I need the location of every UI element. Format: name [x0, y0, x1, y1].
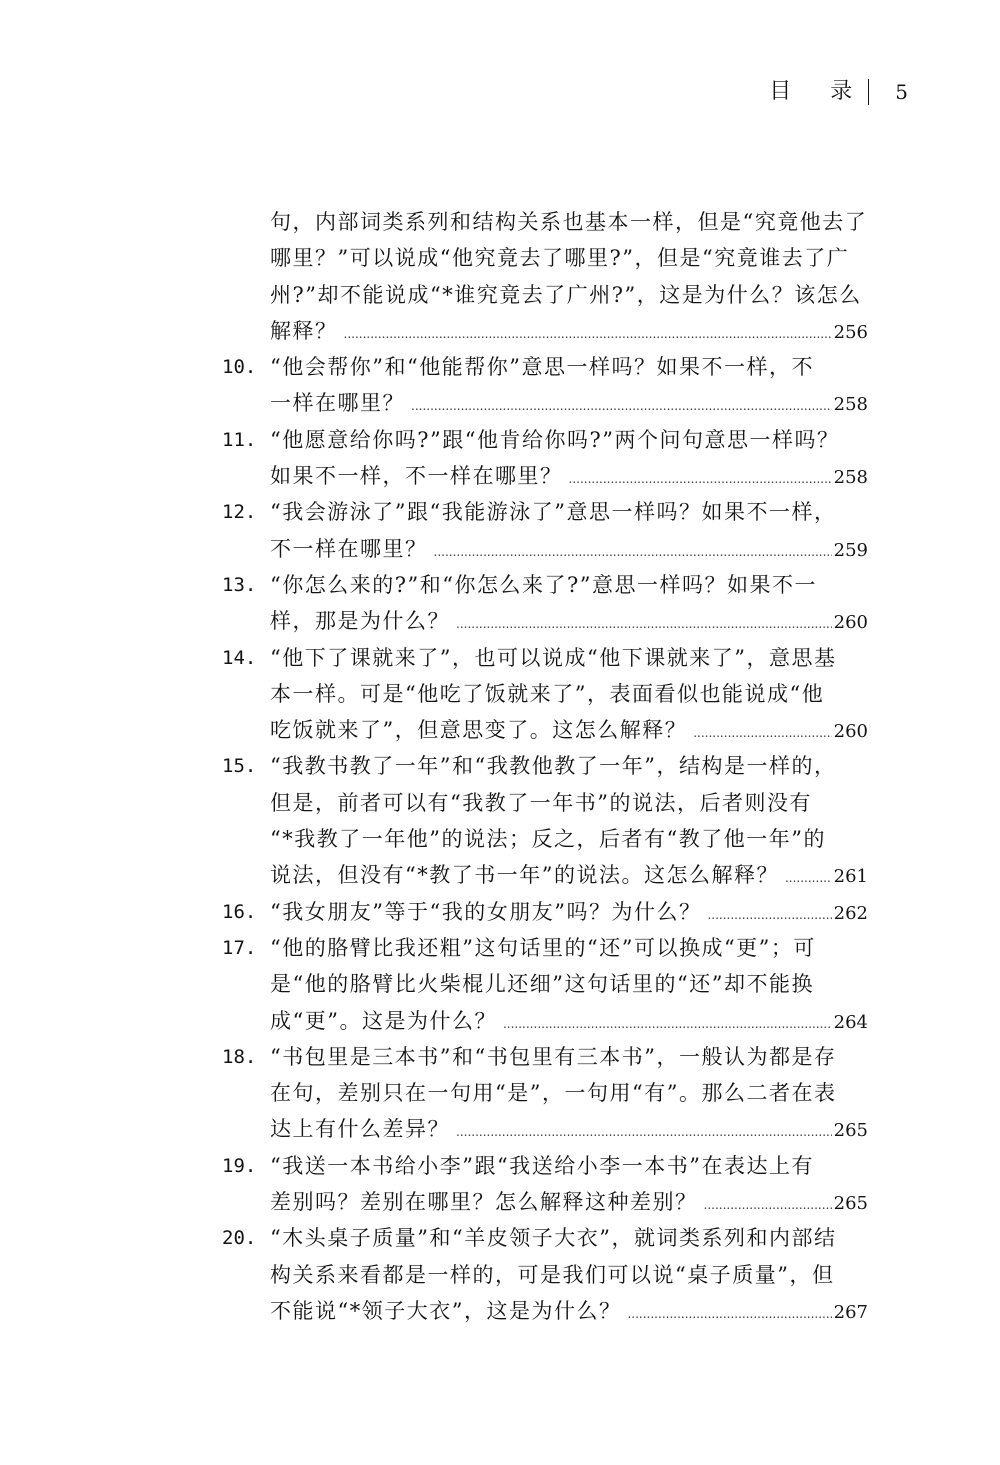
entry-text-line — [222, 494, 868, 530]
entry-text: 不能说“*领子大衣”，这是为什么？ — [270, 1298, 622, 1323]
entry-text: “他的胳臂比我还粗”这句话里的“还”可以换成“更”；可 — [270, 935, 816, 960]
entry-text-line — [222, 1075, 868, 1111]
entry-text: 达上有什么差异？ — [270, 1117, 450, 1142]
toc-entry[interactable] — [222, 349, 868, 422]
entry-text: 但是，前者可以有“我教了一年书”的说法，后者则没有 — [270, 790, 812, 815]
entry-page-number: 262 — [833, 902, 868, 924]
dot-leader — [707, 897, 831, 930]
entry-text: 在句，差别只在一句用“是”，一句用“有”。那么二者在表 — [270, 1081, 837, 1106]
toc-entry[interactable] — [222, 748, 868, 893]
entry-number: 20. — [222, 1227, 257, 1250]
entry-number: 13. — [222, 573, 257, 596]
header-title: 目 录 — [769, 79, 869, 104]
entry-text-line — [222, 821, 868, 857]
dot-leader — [434, 534, 832, 567]
entry-page-number: 265 — [833, 1120, 868, 1142]
entry-last-line — [222, 313, 868, 349]
entry-text: “我送一本书给小李”跟“我送给小李一本书”在表达上有 — [270, 1153, 814, 1178]
entry-last-line — [222, 712, 868, 748]
entry-text: “你怎么来的?”和“你怎么来了?”意思一样吗？如果不一 — [270, 572, 817, 597]
toc-entry[interactable] — [222, 422, 868, 495]
dot-leader — [569, 461, 832, 494]
dot-leader — [704, 1187, 832, 1220]
entry-text: 句，内部词类系列和结构关系也基本一样，但是“究竟他去了 — [270, 210, 868, 234]
entry-text: “书包里是三本书”和“书包里有三本书”，一般认为都是存 — [270, 1044, 837, 1069]
entry-last-line — [222, 458, 868, 494]
toc-entry[interactable] — [222, 930, 868, 1039]
entry-last-line — [222, 1003, 868, 1039]
entry-text: 州?”却不能说成“*谁究竟去了广州?”，这是为什么？该怎么 — [270, 282, 862, 307]
entry-text-line — [222, 1257, 868, 1293]
entry-text-line — [222, 930, 868, 966]
entry-page-number: 259 — [833, 539, 868, 561]
entry-last-line — [222, 857, 868, 893]
entry-text-line — [222, 1148, 868, 1184]
entry-number: 11. — [222, 428, 257, 451]
entry-last-line — [222, 894, 868, 930]
entry-text-line — [222, 277, 868, 313]
entry-number: 14. — [222, 646, 257, 669]
entry-page-number: 265 — [833, 1193, 868, 1215]
entry-text: 成“更”。这是为什么？ — [270, 1008, 497, 1033]
entry-text: 构关系来看都是一样的，可是我们可以说“桌子质量”，但 — [270, 1262, 835, 1287]
entry-text: 如果不一样，不一样在哪里？ — [270, 464, 563, 489]
entry-number: 15. — [222, 755, 257, 778]
entry-text: 解释？ — [270, 318, 338, 343]
entry-text: “他愿意给你吗?”跟“他肯给你吗?”两个问句意思一样吗？ — [270, 427, 840, 452]
entry-page-number: 256 — [833, 321, 868, 343]
entry-text: 样，那是为什么？ — [270, 609, 450, 634]
entry-page-number: 267 — [833, 1301, 868, 1323]
entry-text-line — [222, 1220, 868, 1256]
toc-entry[interactable] — [222, 567, 868, 640]
entry-text: 吃饭就来了”，但意思变了。这怎么解释？ — [270, 718, 688, 743]
entry-last-line — [222, 531, 868, 567]
dot-leader — [456, 1114, 832, 1147]
entry-number: 18. — [222, 1045, 257, 1068]
entry-text: 一样在哪里？ — [270, 391, 405, 416]
toc-entry[interactable] — [222, 894, 868, 930]
toc-entry[interactable] — [222, 1220, 868, 1329]
entry-text-line — [222, 204, 868, 240]
entry-page-number: 261 — [833, 866, 868, 888]
entry-text: 是“他的胳臂比火柴棍儿还细”这句话里的“还”却不能换 — [270, 972, 814, 997]
dot-leader — [785, 860, 832, 893]
dot-leader — [503, 1006, 832, 1039]
entry-page-number: 260 — [833, 721, 868, 743]
entry-text-line — [222, 422, 868, 458]
entry-page-number: 264 — [833, 1011, 868, 1033]
entry-text-line — [222, 640, 868, 676]
toc-entry[interactable] — [222, 494, 868, 567]
dot-leader — [693, 715, 831, 748]
entry-text: “*我教了一年他”的说法；反之，后者有“教了他一年”的 — [270, 827, 826, 852]
entry-last-line — [222, 1184, 868, 1220]
entry-number: 10. — [222, 356, 257, 379]
entry-text-line — [222, 349, 868, 385]
entry-text: “他会帮你”和“他能帮你”意思一样吗？如果不一样，不 — [270, 355, 814, 380]
toc-entry[interactable] — [222, 1039, 868, 1148]
entry-text: 差别吗？差别在哪里？怎么解释这种差别？ — [270, 1190, 698, 1215]
toc-entry[interactable] — [222, 204, 868, 349]
entry-last-line — [222, 1293, 868, 1329]
entry-text: 不一样在哪里？ — [270, 536, 428, 561]
entry-last-line — [222, 385, 868, 421]
header-divider — [868, 79, 869, 105]
entry-text: “我女朋友”等于“我的女朋友”吗？为什么？ — [270, 899, 702, 924]
entry-text: 哪里？”可以说成“他究竟去了哪里?”，但是“究竟谁去了广 — [270, 246, 850, 271]
entry-last-line — [222, 1111, 868, 1147]
dot-leader — [627, 1296, 831, 1329]
entry-text-line — [222, 966, 868, 1002]
entry-text-line — [222, 748, 868, 784]
table-of-contents — [222, 204, 868, 1329]
entry-number: 12. — [222, 501, 257, 524]
entry-text: “我教书教了一年”和“我教他教了一年”，结构是一样的， — [270, 754, 837, 779]
entry-page-number: 258 — [833, 394, 868, 416]
entry-text: “他下了课就来了”，也可以说成“他下课就来了”，意思基 — [270, 645, 837, 670]
entry-text-line — [222, 240, 868, 276]
entry-text: “我会游泳了”跟“我能游泳了”意思一样吗？如果不一样， — [270, 500, 837, 525]
entry-text: 本一样。可是“他吃了饭就来了”，表面看似也能说成“他 — [270, 681, 825, 706]
running-header — [769, 78, 908, 106]
entry-page-number: 258 — [833, 467, 868, 489]
toc-entry[interactable] — [222, 640, 868, 749]
dot-leader — [456, 606, 832, 639]
entry-text-line — [222, 567, 868, 603]
dot-leader — [411, 388, 832, 421]
toc-entry[interactable] — [222, 1148, 868, 1221]
entry-last-line — [222, 603, 868, 639]
entry-text: “木头桌子质量”和“羊皮领子大衣”，就词类系列和内部结 — [270, 1226, 837, 1251]
entry-number: 16. — [222, 900, 257, 923]
entry-text-line — [222, 676, 868, 712]
dot-leader — [344, 316, 832, 349]
entry-text-line — [222, 1039, 868, 1075]
page-number: 5 — [895, 80, 908, 104]
entry-page-number: 260 — [833, 612, 868, 634]
entry-text-line — [222, 785, 868, 821]
entry-number: 17. — [222, 936, 257, 959]
entry-number: 19. — [222, 1154, 257, 1177]
entry-text: 说法，但没有“*教了书一年”的说法。这怎么解释？ — [270, 863, 779, 888]
